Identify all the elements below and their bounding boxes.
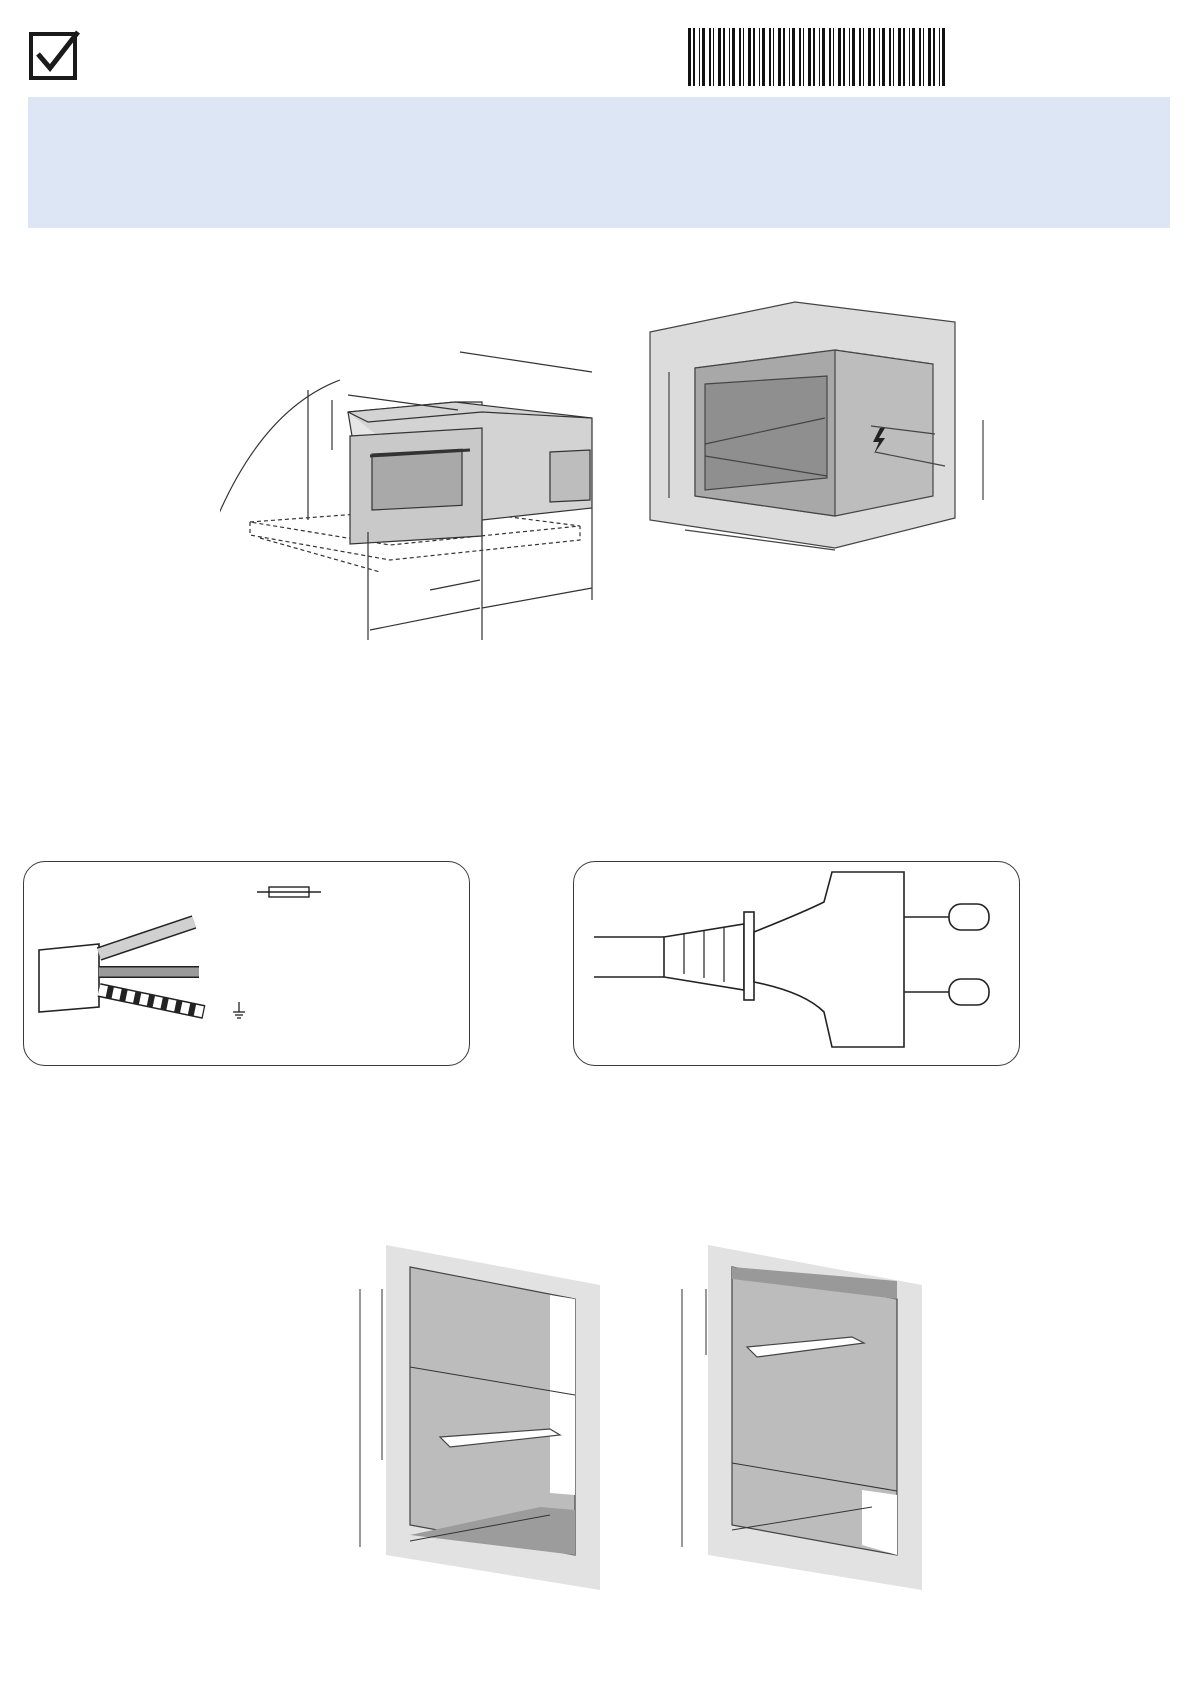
cabinet-shelf-left-drawing [350,1245,612,1590]
barcode-icon [688,28,946,86]
header-band [28,97,1170,228]
checkbox-checked-icon [28,28,82,82]
installation-niche-drawing [645,300,1045,565]
cable-wiring-diagram [23,861,470,1066]
cabinet-shelf-right-drawing [672,1245,934,1590]
euro-plug-drawing [573,861,1020,1066]
ground-symbol-icon [233,1002,245,1018]
oven-dimension-drawing [220,340,610,640]
fuse-symbol-icon [257,887,321,897]
